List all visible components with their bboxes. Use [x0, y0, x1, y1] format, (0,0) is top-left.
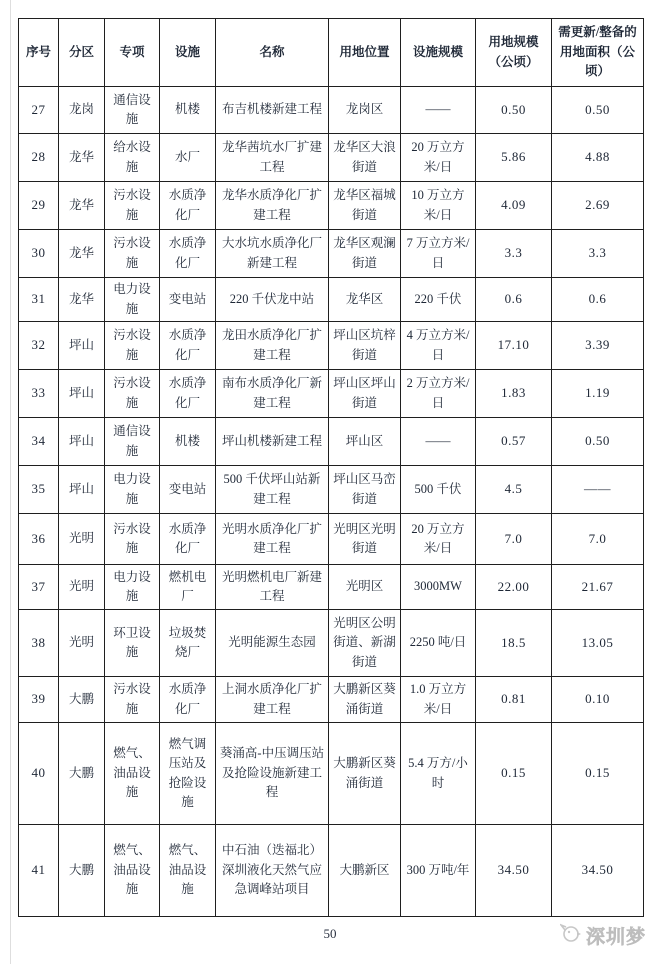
table-cell: 36 — [19, 514, 59, 565]
table-cell: 7.0 — [552, 514, 644, 565]
table-cell: 4.09 — [476, 182, 552, 230]
table-cell: 17.10 — [476, 322, 552, 370]
page-edge-line — [10, 0, 11, 964]
table-cell: 1.19 — [552, 370, 644, 418]
table-cell: 0.15 — [476, 723, 552, 825]
table-cell: 机楼 — [160, 418, 216, 466]
table-cell: 给水设施 — [105, 134, 160, 182]
table-cell: 0.6 — [552, 278, 644, 322]
table-cell: 0.50 — [476, 87, 552, 134]
table-cell: 水质净化厂 — [160, 677, 216, 723]
table-cell: 中石油（迭福北）深圳液化天然气应急调峰站项目 — [216, 825, 329, 917]
table-cell: 大水坑水质净化厂新建工程 — [216, 230, 329, 278]
table-cell: 20 万立方米/日 — [401, 134, 476, 182]
table-cell: 0.10 — [552, 677, 644, 723]
watermark-text: 深圳梦 — [585, 927, 646, 948]
table-cell: —— — [552, 466, 644, 514]
table-cell: 龙华 — [59, 230, 105, 278]
table-cell: 5.86 — [476, 134, 552, 182]
table-row — [19, 230, 644, 278]
table-cell: 龙华水质净化厂扩建工程 — [216, 182, 329, 230]
table-cell: 坪山区 — [329, 418, 401, 466]
table-cell: 光明 — [59, 565, 105, 610]
table-cell: 0.15 — [552, 723, 644, 825]
table-cell: 污水设施 — [105, 370, 160, 418]
table-cell: 4.88 — [552, 134, 644, 182]
table-cell: 300 万吨/年 — [401, 825, 476, 917]
table-row — [19, 610, 644, 677]
table-cell: 5.4 万方/小时 — [401, 723, 476, 825]
table-row — [19, 182, 644, 230]
table-cell: 电力设施 — [105, 278, 160, 322]
table-cell: 20 万立方米/日 — [401, 514, 476, 565]
watermark-bird-icon — [560, 923, 582, 948]
table-row — [19, 418, 644, 466]
table-cell: 34.50 — [476, 825, 552, 917]
table-cell: 布吉机楼新建工程 — [216, 87, 329, 134]
table-cell: 7.0 — [476, 514, 552, 565]
table-cell: 龙华 — [59, 134, 105, 182]
table-cell: 变电站 — [160, 278, 216, 322]
table-cell: 水厂 — [160, 134, 216, 182]
column-header-category: 专项 — [105, 19, 160, 87]
table-cell: 1.0 万立方米/日 — [401, 677, 476, 723]
table-row — [19, 723, 644, 825]
table-cell: 光明区 — [329, 565, 401, 610]
table-cell: 南布水质净化厂新建工程 — [216, 370, 329, 418]
table-body — [19, 87, 644, 917]
table-cell: 光明能源生态园 — [216, 610, 329, 677]
table-cell: 31 — [19, 278, 59, 322]
table-cell: 3.39 — [552, 322, 644, 370]
table-cell: 水质净化厂 — [160, 182, 216, 230]
table-cell: 燃机电厂 — [160, 565, 216, 610]
table-header-row — [19, 19, 644, 87]
table-row — [19, 278, 644, 322]
table-cell: 4.5 — [476, 466, 552, 514]
table-cell: 大鹏新区葵涌街道 — [329, 723, 401, 825]
table-cell: 13.05 — [552, 610, 644, 677]
table-cell: 水质净化厂 — [160, 370, 216, 418]
table-row — [19, 370, 644, 418]
table-cell: 28 — [19, 134, 59, 182]
table-cell: 水质净化厂 — [160, 514, 216, 565]
table-cell: 污水设施 — [105, 182, 160, 230]
table-cell: 29 — [19, 182, 59, 230]
table-cell: 18.5 — [476, 610, 552, 677]
table-cell: 污水设施 — [105, 230, 160, 278]
table-cell: 燃气调压站及抢险设施 — [160, 723, 216, 825]
table-cell: 7 万立方米/日 — [401, 230, 476, 278]
table-row — [19, 565, 644, 610]
table-cell: 大鹏新区葵涌街道 — [329, 677, 401, 723]
column-header-scale: 设施规模 — [401, 19, 476, 87]
table-cell: 2.69 — [552, 182, 644, 230]
table-cell: 32 — [19, 322, 59, 370]
table-cell: 坪山区坪山街道 — [329, 370, 401, 418]
table-cell: 坪山 — [59, 370, 105, 418]
column-header-district: 分区 — [59, 19, 105, 87]
table-cell: 3.3 — [552, 230, 644, 278]
table-cell: 34.50 — [552, 825, 644, 917]
table-cell: —— — [401, 87, 476, 134]
table-cell: 500 千伏坪山站新建工程 — [216, 466, 329, 514]
table-cell: 33 — [19, 370, 59, 418]
column-header-location: 用地位置 — [329, 19, 401, 87]
column-header-name: 名称 — [216, 19, 329, 87]
table-cell: 电力设施 — [105, 466, 160, 514]
table-cell: 水质净化厂 — [160, 230, 216, 278]
page-number: 50 — [323, 926, 337, 941]
table-cell: 坪山 — [59, 418, 105, 466]
table-cell: 30 — [19, 230, 59, 278]
table-cell: 41 — [19, 825, 59, 917]
table-cell: 0.81 — [476, 677, 552, 723]
table-cell: 500 千伏 — [401, 466, 476, 514]
table-cell: 坪山机楼新建工程 — [216, 418, 329, 466]
watermark — [560, 922, 646, 949]
table-cell: 龙华 — [59, 278, 105, 322]
table-cell: —— — [401, 418, 476, 466]
table-cell: 龙华区观澜街道 — [329, 230, 401, 278]
table-cell: 龙岗区 — [329, 87, 401, 134]
table-row — [19, 825, 644, 917]
table-row — [19, 677, 644, 723]
table-cell: 27 — [19, 87, 59, 134]
table-cell: 大鹏 — [59, 723, 105, 825]
table-row — [19, 322, 644, 370]
table-cell: 燃气、油品设施 — [105, 825, 160, 917]
table-cell: 污水设施 — [105, 322, 160, 370]
table-cell: 2 万立方米/日 — [401, 370, 476, 418]
table-cell: 35 — [19, 466, 59, 514]
table-cell: 220 千伏 — [401, 278, 476, 322]
table-cell: 大鹏 — [59, 825, 105, 917]
table-cell: 葵涌高-中压调压站及抢险设施新建工程 — [216, 723, 329, 825]
table-cell: 34 — [19, 418, 59, 466]
table-cell: 37 — [19, 565, 59, 610]
column-header-land-area: 用地规模（公顷） — [476, 19, 552, 87]
table-cell: 坪山 — [59, 322, 105, 370]
table-cell: 3000MW — [401, 565, 476, 610]
table-cell: 通信设施 — [105, 87, 160, 134]
table-row — [19, 514, 644, 565]
column-header-index: 序号 — [19, 19, 59, 87]
table-cell: 0.6 — [476, 278, 552, 322]
table-cell: 大鹏 — [59, 677, 105, 723]
table-cell: 坪山区马峦街道 — [329, 466, 401, 514]
table-cell: 机楼 — [160, 87, 216, 134]
table-cell: 通信设施 — [105, 418, 160, 466]
table-cell: 燃气、油品设施 — [160, 825, 216, 917]
table-cell: 220 千伏龙中站 — [216, 278, 329, 322]
table-cell: 龙华区福城街道 — [329, 182, 401, 230]
table-cell: 光明区光明街道 — [329, 514, 401, 565]
table-cell: 变电站 — [160, 466, 216, 514]
table-cell: 大鹏新区 — [329, 825, 401, 917]
table-cell: 龙华 — [59, 182, 105, 230]
table-cell: 光明 — [59, 610, 105, 677]
table-cell: 上洞水质净化厂扩建工程 — [216, 677, 329, 723]
table-cell: 0.50 — [552, 418, 644, 466]
table-cell: 光明 — [59, 514, 105, 565]
table-cell: 3.3 — [476, 230, 552, 278]
table-cell: 39 — [19, 677, 59, 723]
table-cell: 坪山 — [59, 466, 105, 514]
table-cell: 水质净化厂 — [160, 322, 216, 370]
table-cell: 污水设施 — [105, 677, 160, 723]
table-row — [19, 466, 644, 514]
table-cell: 38 — [19, 610, 59, 677]
column-header-renewal-area: 需更新/整备的用地面积（公顷） — [552, 19, 644, 87]
table-cell: 2250 吨/日 — [401, 610, 476, 677]
table-cell: 光明燃机电厂新建工程 — [216, 565, 329, 610]
table-cell: 光明区公明街道、新湖街道 — [329, 610, 401, 677]
table-cell: 0.50 — [552, 87, 644, 134]
table-cell: 电力设施 — [105, 565, 160, 610]
table-cell: 光明水质净化厂扩建工程 — [216, 514, 329, 565]
table-cell: 垃圾焚烧厂 — [160, 610, 216, 677]
table-cell: 龙华茜坑水厂扩建工程 — [216, 134, 329, 182]
table-cell: 40 — [19, 723, 59, 825]
table-cell: 龙岗 — [59, 87, 105, 134]
table-cell: 1.83 — [476, 370, 552, 418]
column-header-facility: 设施 — [160, 19, 216, 87]
table-cell: 龙华区 — [329, 278, 401, 322]
table-cell: 10 万立方米/日 — [401, 182, 476, 230]
table-cell: 坪山区坑梓街道 — [329, 322, 401, 370]
table-cell: 0.57 — [476, 418, 552, 466]
table-cell: 燃气、油品设施 — [105, 723, 160, 825]
table-cell: 龙华区大浪街道 — [329, 134, 401, 182]
table-cell: 环卫设施 — [105, 610, 160, 677]
table-cell: 21.67 — [552, 565, 644, 610]
table-row — [19, 87, 644, 134]
table-cell: 龙田水质净化厂扩建工程 — [216, 322, 329, 370]
facilities-table — [18, 18, 644, 917]
table-cell: 污水设施 — [105, 514, 160, 565]
table-row — [19, 134, 644, 182]
table-cell: 22.00 — [476, 565, 552, 610]
table-cell: 4 万立方米/日 — [401, 322, 476, 370]
